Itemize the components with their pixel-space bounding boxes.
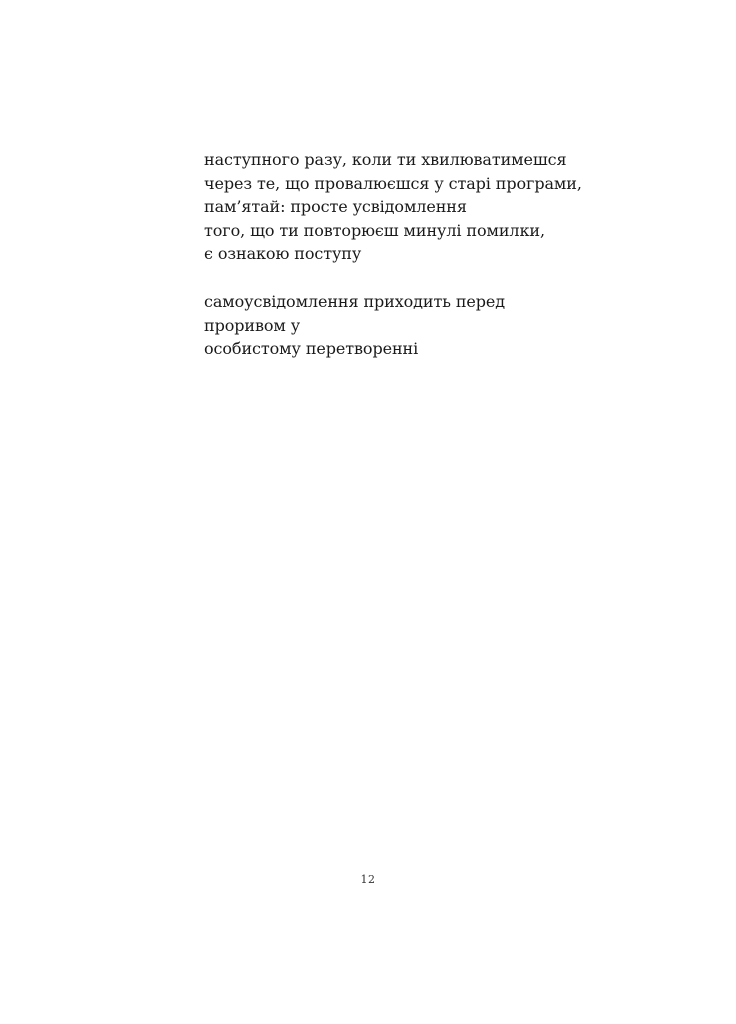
poem-line: самоусвідомлення приходить перед xyxy=(204,292,506,311)
stanza-2 xyxy=(204,290,604,361)
poem-line: пам’ятай: просте усвідомлення xyxy=(204,197,467,216)
page-number: 12 xyxy=(360,873,376,886)
poem-line: є ознакою поступу xyxy=(204,244,362,263)
poem-line: проривом у xyxy=(204,315,301,335)
poem-line: через те, що провалюєшся у старі програми, xyxy=(204,173,582,193)
poem-line: того, що ти повторюєш минулі помилки, xyxy=(204,220,545,240)
stanza-1 xyxy=(204,148,604,266)
poem-line: наступного разу, коли ти хвилюватимешся xyxy=(204,150,567,169)
poem-line: особистому перетворенні xyxy=(204,339,419,358)
